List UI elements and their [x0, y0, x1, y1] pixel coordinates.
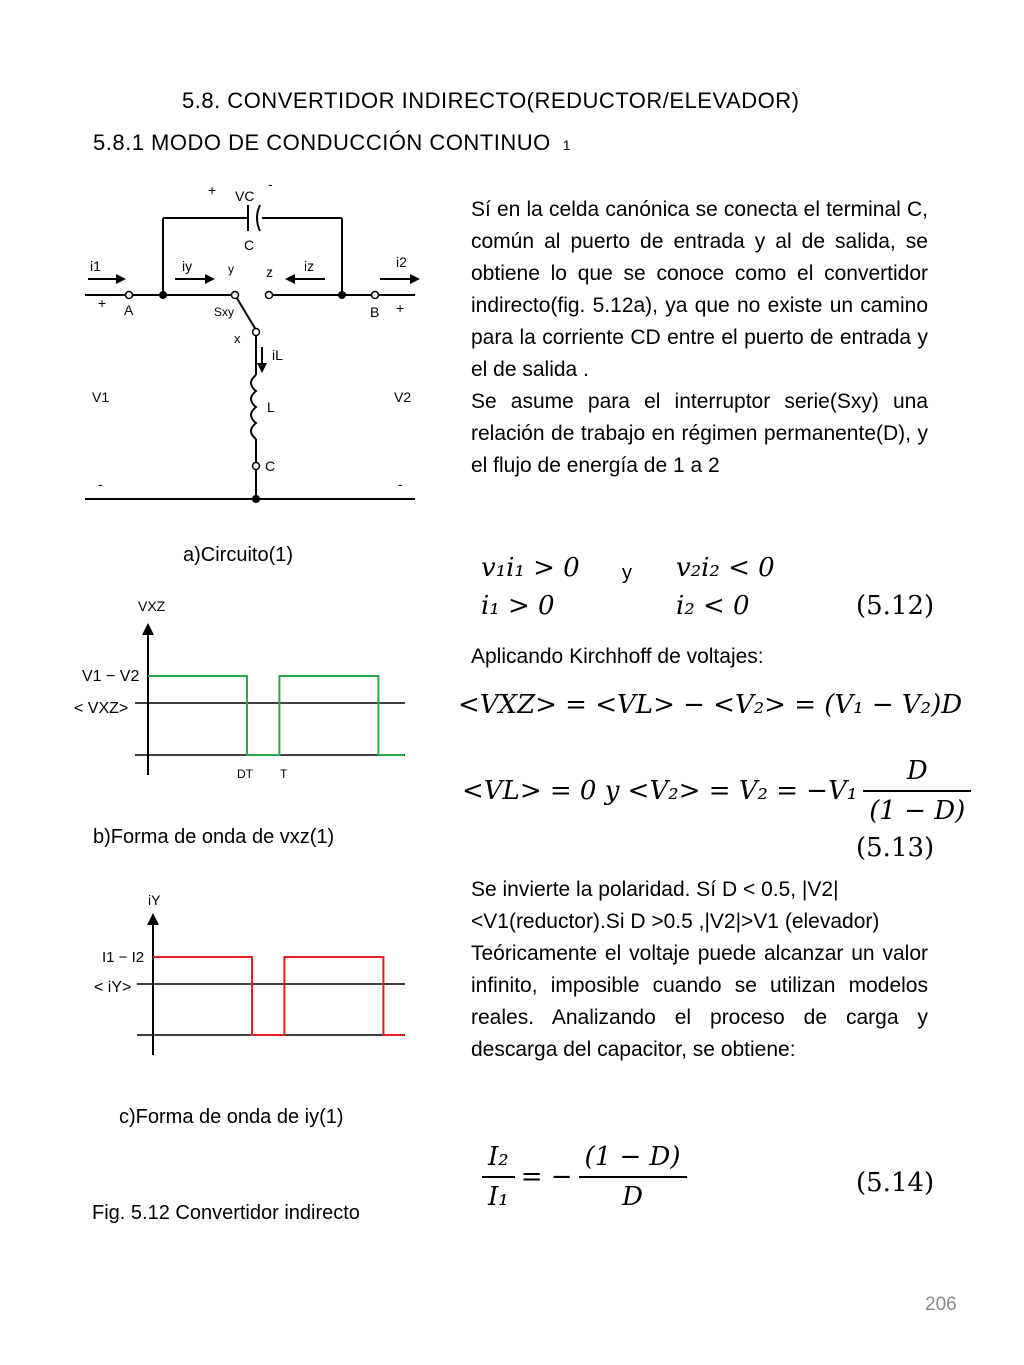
waveform-vxz	[70, 595, 415, 785]
iy-avg-label: < iY>	[94, 979, 132, 996]
arrowhead-i2	[410, 274, 420, 284]
eq514-equals: = −	[520, 1162, 573, 1192]
label-vc: VC	[235, 188, 255, 204]
switch-blade	[235, 295, 256, 330]
vxz-axis-arrow	[142, 623, 154, 635]
iy-level-label: I1 − I2	[102, 949, 145, 966]
subsection-ref: 1	[562, 137, 572, 153]
terminal-b	[372, 292, 379, 299]
kirchhoff-text: Aplicando Kirchhoff de voltajes:	[471, 645, 764, 668]
figure-caption: Fig. 5.12 Convertidor indirecto	[92, 1202, 360, 1224]
eq513-line1: <VXZ> = <VL> − <V₂> = (V₁ − V₂)D	[458, 690, 963, 720]
label-plus-b: +	[396, 300, 405, 316]
eq512-line1-left: v₁i₁ > 0	[481, 553, 580, 583]
label-sxy: Sxy	[214, 305, 235, 319]
terminal-a	[126, 292, 133, 299]
eq513-frac-den: (1 − D)	[863, 790, 971, 826]
terminal-c	[253, 463, 260, 470]
arrowhead-iz	[285, 274, 295, 284]
label-minus-c: -	[268, 176, 273, 192]
eq512-and: y	[622, 562, 632, 584]
page-number: 206	[925, 1294, 957, 1315]
vxz-dt-label: DT	[237, 767, 253, 781]
eq513-line2-left: <VL> = 0 y <V₂> = V₂ = −V₁	[462, 776, 858, 806]
label-minus-2: -	[398, 476, 403, 492]
eq512-line2-left: i₁ > 0	[481, 591, 555, 621]
vxz-t-label: T	[280, 767, 288, 781]
junction-left	[159, 291, 167, 299]
junction-right	[338, 291, 346, 299]
eq514-number: (5.14)	[856, 1168, 935, 1198]
arrowhead-il	[257, 363, 267, 373]
vxz-level-label: V1 − V2	[82, 668, 140, 685]
subsection-title	[93, 130, 571, 156]
subsection-title-text: 5.8.1 MODO DE CONDUCCIÓN CONTINUO	[93, 130, 551, 155]
paragraph-1: Sí en la celda canónica se conecta el terminal C, común al puerto de entrada y al de salida, se obtiene lo que se conoce como el convertidor indirecto(fig. 5.12a), ya que no existe un camino para la corriente CD entre el puerto de entrada y el de salida .	[471, 198, 928, 381]
terminal-y	[232, 292, 239, 299]
eq513-frac-num: D	[906, 756, 928, 786]
section-title: 5.8. CONVERTIDOR INDIRECTO(REDUCTOR/ELEVADOR)	[182, 88, 800, 113]
cap-plate-right	[257, 205, 260, 231]
eq514-rhs	[579, 1142, 687, 1212]
eq513-fraction	[863, 756, 971, 826]
eq513-line2	[462, 756, 971, 826]
paragraph-3: Se invierte la polaridad. Sí D < 0.5, |V2|<V1(reductor).Si D >0.5 ,|V2|>V1 (elevador)	[471, 878, 880, 933]
label-minus-1: -	[98, 476, 103, 492]
label-iy: iy	[182, 258, 193, 274]
iy-caption: c)Forma de onda de iy(1)	[119, 1106, 344, 1128]
vxz-avg-label: < VXZ>	[74, 700, 129, 717]
label-c-top: C	[244, 237, 255, 253]
waveform-iy	[70, 885, 415, 1060]
terminal-z	[266, 292, 273, 299]
circuit-caption: a)Circuito(1)	[183, 544, 294, 566]
terminal-x	[253, 329, 260, 336]
label-plus-c: +	[208, 182, 217, 198]
label-i1: i1	[90, 258, 101, 274]
label-x: x	[234, 331, 241, 346]
label-z: z	[266, 264, 273, 280]
label-b: B	[370, 304, 380, 320]
paragraph-4: Teóricamente el voltaje puede alcanzar un valor infinito, imposible cuando se utilizan modelos reales. Analizando el proceso de carga y descarga del capacitor, se obtiene:	[471, 942, 928, 1061]
eq514-rhs-den: D	[579, 1176, 687, 1212]
eq514-rhs-num: (1 − D)	[584, 1142, 681, 1172]
label-i2: i2	[396, 254, 407, 270]
vxz-wave	[148, 676, 404, 755]
label-iz: iz	[304, 258, 315, 274]
text-block-1	[471, 194, 928, 482]
label-v2: V2	[394, 389, 412, 405]
eq514-lhs-den: I₁	[482, 1176, 515, 1212]
eq514-lhs-num: I₂	[488, 1142, 509, 1172]
junction-bottom	[252, 495, 260, 503]
circuit-diagram	[80, 175, 430, 515]
inductor	[251, 375, 256, 439]
eq512-line2-right: i₂ < 0	[676, 591, 750, 621]
label-y: y	[228, 262, 234, 276]
eq512-number: (5.12)	[856, 591, 935, 621]
label-v1: V1	[92, 389, 110, 405]
arrowhead-i1	[116, 274, 126, 284]
iy-axis-arrow	[147, 913, 159, 925]
iy-wave	[153, 957, 404, 1035]
eq512-line1-right: v₂i₂ < 0	[676, 553, 775, 583]
label-c-bottom: C	[265, 458, 276, 474]
label-il: iL	[272, 347, 283, 363]
arrowhead-iy	[205, 274, 215, 284]
label-plus-a: +	[98, 295, 107, 311]
vxz-caption: b)Forma de onda de vxz(1)	[93, 826, 335, 848]
label-l: L	[267, 399, 275, 415]
iy-ylabel: iY	[148, 892, 161, 908]
text-block-2	[471, 874, 928, 1066]
label-a: A	[124, 302, 134, 318]
paragraph-2: Se asume para el interruptor serie(Sxy) una relación de trabajo en régimen permanente(D), y el flujo de energía de 1 a 2	[471, 390, 928, 477]
eq514	[482, 1142, 687, 1212]
eq513-number: (5.13)	[856, 833, 935, 863]
vxz-ylabel: VXZ	[138, 598, 166, 614]
eq514-lhs	[482, 1142, 515, 1212]
